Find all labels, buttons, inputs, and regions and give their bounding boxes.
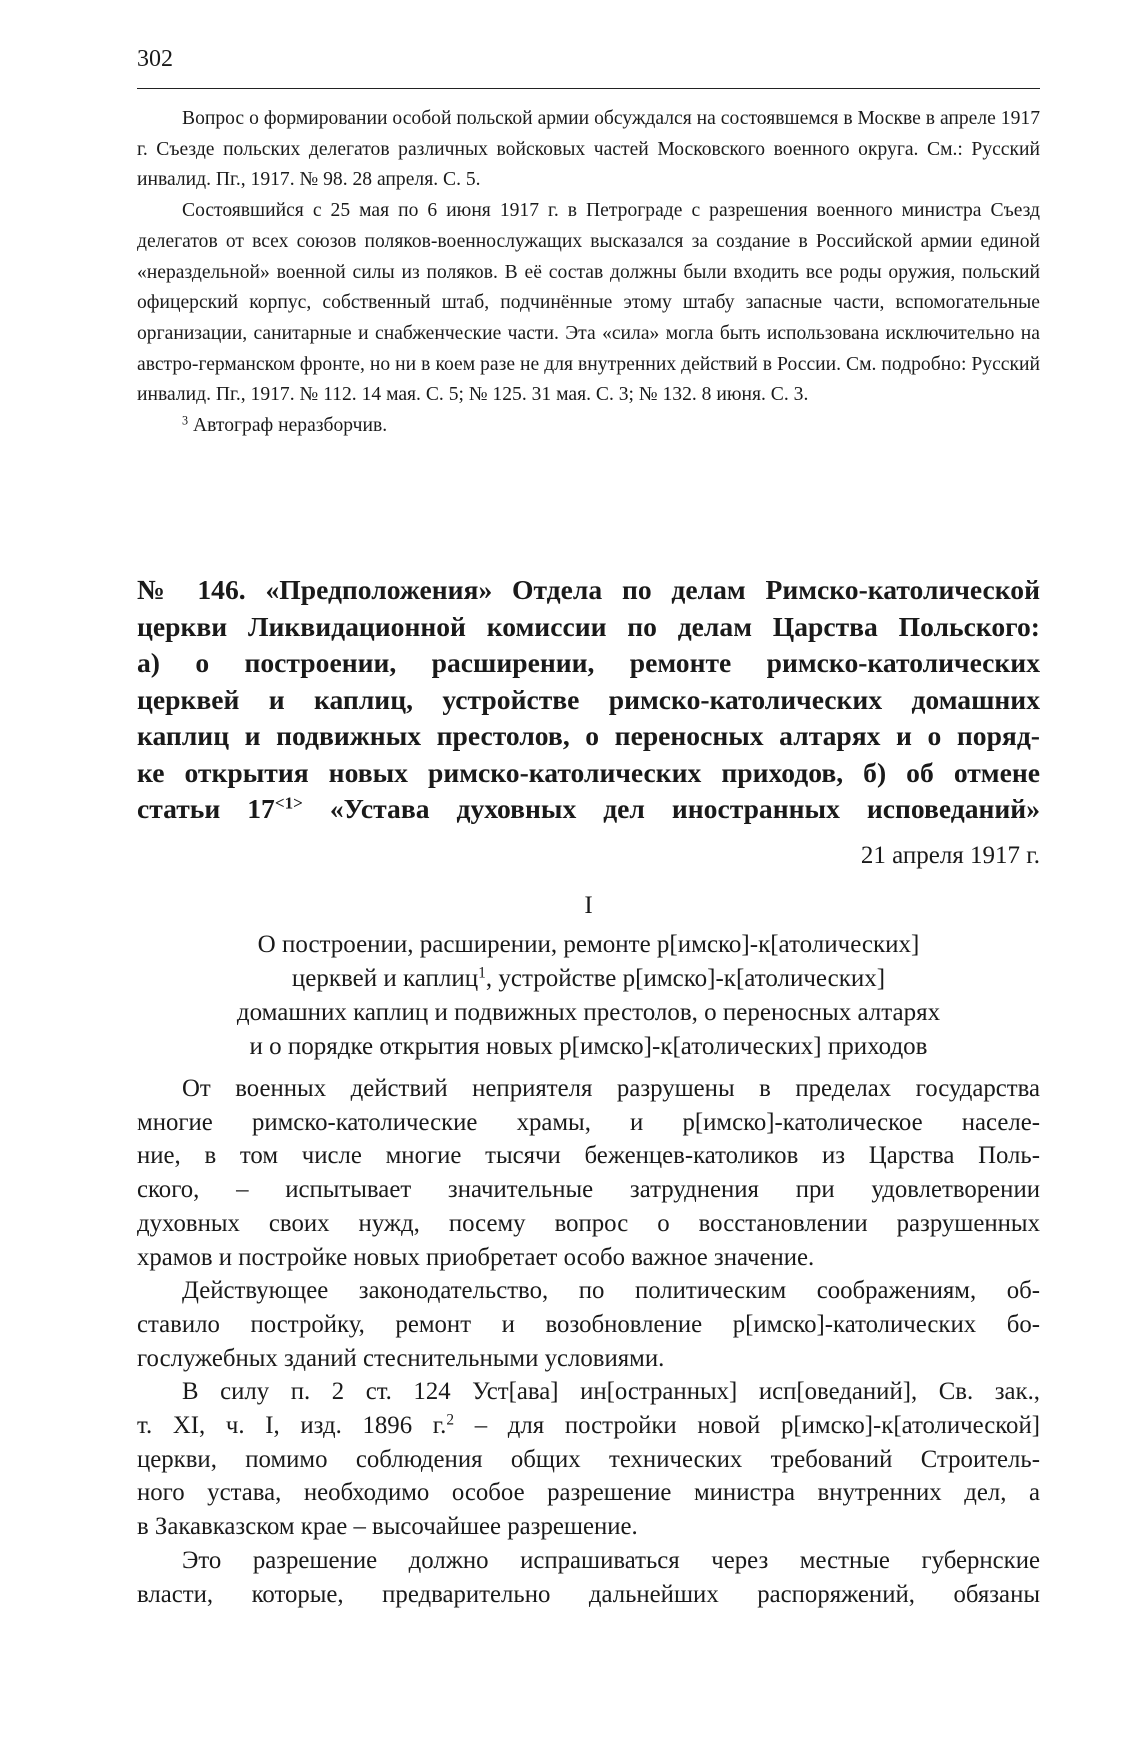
body-line: власти, которые, предварительно дальнейших распоряжений, обязаны xyxy=(137,1580,1040,1608)
footnote-3-marker: 3 xyxy=(182,413,189,428)
page-number: 302 xyxy=(137,46,173,72)
body-line: церкви, помимо соблюдения общих технических требований Строитель- xyxy=(137,1445,1040,1473)
heading-endnote-marker: <1> xyxy=(274,793,303,813)
footnote-3-text: Автограф неразборчив. xyxy=(188,415,388,437)
body-line: ского, – испытывает значительные затруднения при удовлетворении xyxy=(137,1176,1040,1204)
section-numeral: I xyxy=(584,892,593,919)
heading-last-pre: статьи 17 xyxy=(137,793,275,824)
body-line: в Закавказском крае – высочайшее разрешение. xyxy=(137,1513,638,1541)
body-line: многие римско-католические храмы, и р[имско]-католическое населе- xyxy=(137,1108,1040,1136)
footnotes xyxy=(137,104,1040,442)
section-title-line: О построении, расширении, ремонте р[имско]-к[атолических] xyxy=(257,931,920,958)
body-line: гослужебных зданий стеснительными условиями. xyxy=(137,1344,665,1372)
footnote-2-paragraph-2: Состоявшийся с 25 мая по 6 июня 1917 г. в Петрограде с разрешения военного министра Съезд делегатов от всех союзов поляков-военнослужащих высказался за создание в Российской армии единой «нераздельной» военной силы из поляков. В её состав должны были входить все роды оружия, польский офицерский корпус, собственный штаб, подчинённые этому штабу запасные части, вспомогательные организации, санитарные и снабженческие части. Эта «сила» могла быть использована исключительно на австро-германском фронте, но ни в коем разе не для внутренних действий в России. См. подробно: Русский инвалид. Пг., 1917. № 112. 14 мая. С. 5; № 125. 31 мая. С. 3; № 132. 8 июня. С. 3. xyxy=(137,200,1040,406)
footnote-2-marker: 2 xyxy=(446,1411,455,1429)
body-line xyxy=(137,1409,1040,1443)
section-title-line2-post: , устройстве р[имско]-к[атолических] xyxy=(485,965,886,992)
body-line: Действующее законодательство, по политическим соображениям, об- xyxy=(182,1277,1040,1305)
document-date: 21 апреля 1917 г. xyxy=(860,842,1040,869)
heading-line-last xyxy=(137,791,1040,828)
body-paragraph-4 xyxy=(137,1544,1040,1611)
body-line: Это разрешение должно испрашиваться через местные губернские xyxy=(182,1546,1040,1574)
body-line: ние, в том числе многие тысячи беженцев-католиков из Царства Поль- xyxy=(137,1142,1040,1170)
heading-line: каплиц и подвижных престолов, о переносных алтарях и о поряд- xyxy=(137,720,1040,751)
footnote-3 xyxy=(137,411,1040,442)
header-divider xyxy=(137,88,1040,89)
body-line: духовных своих нужд, посему вопрос о восстановлении разрушенных xyxy=(137,1209,1040,1237)
body-text xyxy=(137,1072,1040,1611)
body-paragraph-2 xyxy=(137,1274,1040,1375)
section-title xyxy=(137,928,1040,1064)
heading-line: ке открытия новых римско-католических приходов, б) об отмене xyxy=(137,756,1040,788)
body-line: В силу п. 2 ст. 124 Уст[ава] ин[остранных] исп[оведаний], Св. зак., xyxy=(182,1378,1040,1406)
heading-line: № 146. «Предположения» Отдела по делам Римско-католической xyxy=(137,574,1040,605)
heading-line: а) о построении, расширении, ремонте римско-католических xyxy=(137,647,1040,678)
section-title-line: домашних каплиц и подвижных престолов, о переносных алтарях xyxy=(236,999,941,1026)
body-line: храмов и постройке новых приобретает особо важное значение. xyxy=(137,1243,815,1271)
section-title-line xyxy=(137,962,1040,996)
heading-line: церквей и каплиц, устройстве римско-католических домашних xyxy=(137,683,1040,715)
document-heading xyxy=(137,572,1040,828)
body-line-pre: т. XI, ч. I, изд. 1896 г. xyxy=(137,1412,447,1440)
footnote-1-marker: 1 xyxy=(478,964,486,982)
section-title-line: и о порядке открытия новых р[имско]-к[атолических] приходов xyxy=(249,1033,928,1060)
body-paragraph-3 xyxy=(137,1375,1040,1544)
heading-line: церкви Ликвидационной комиссии по делам Царства Польского: xyxy=(137,610,1040,642)
section-title-line2-pre: церквей и каплиц xyxy=(291,965,479,992)
body-line: ставило постройку, ремонт и возобновление р[имско]-католических бо- xyxy=(137,1310,1040,1338)
body-line-post: – для постройки новой р[имско]-к[атолической] xyxy=(454,1412,1040,1440)
body-paragraph-1 xyxy=(137,1072,1040,1274)
footnote-2-paragraph-1: Вопрос о формировании особой польской армии обсуждался на состоявшемся в Москве в апреле 1917 г. Съезде польских делегатов различных войсковых частей Московского военного округа. См.: Русский инвалид. Пг., 1917. № 98. 28 апреля. С. 5. xyxy=(137,108,1040,191)
body-line: ного устава, необходимо особое разрешение министра внутренних дел, а xyxy=(137,1479,1040,1507)
body-line: От военных действий неприятеля разрушены в пределах государства xyxy=(182,1075,1040,1102)
heading-last-post: «Устава духовных дел иностранных исповеданий» xyxy=(302,793,1041,824)
